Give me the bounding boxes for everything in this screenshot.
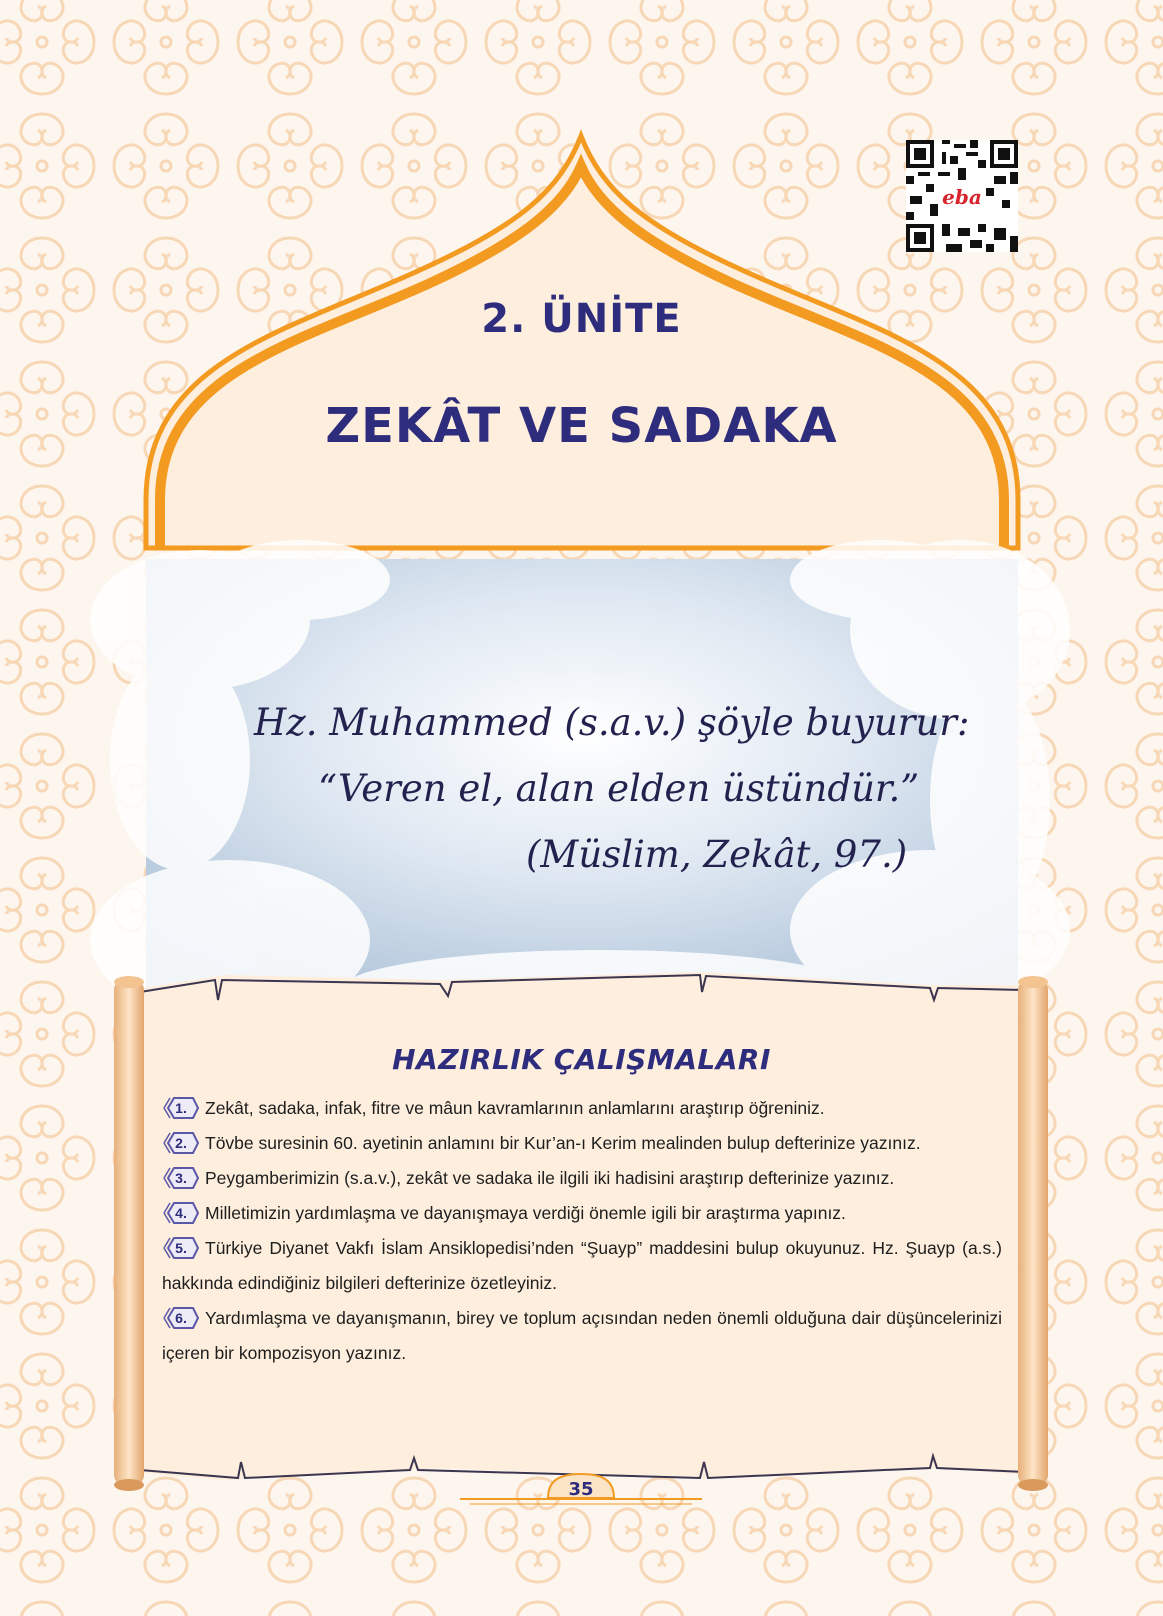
unit-title: ZEKÂT VE SADAKA (325, 398, 838, 454)
quote-line-3: (Müslim, Zekât, 97.) (526, 833, 908, 876)
item-text: Tövbe suresinin 60. ayetinin anlamını bir Kur’an-ı Kerim mealinden bulup defterinize yazınız. (205, 1133, 921, 1153)
page-number: 35 (568, 1479, 594, 1500)
number-badge: 3. (162, 1165, 200, 1191)
list-item (162, 1161, 1002, 1196)
number-badge: 1. (162, 1095, 200, 1121)
preparation-list (162, 1091, 1002, 1371)
eba-logo: eba (938, 186, 986, 208)
number-badge: 2. (162, 1130, 200, 1156)
item-text: Yardımlaşma ve dayanışmanın, birey ve toplum açısından neden önemli olduğuna dair düşüncelerinizi içeren bir kompozisyon yazınız. (162, 1308, 1002, 1363)
quote-line-2: “Veren el, alan elden üstündür.” (318, 767, 920, 810)
quote-line-1: Hz. Muhammed (s.a.v.) şöyle buyurur: (254, 701, 970, 744)
list-item (162, 1091, 1002, 1126)
number-badge: 5. (162, 1235, 200, 1261)
preparation-title: HAZIRLIK ÇALIŞMALARI (392, 1043, 771, 1076)
number-badge: 6. (162, 1305, 200, 1331)
item-text: Peygamberimizin (s.a.v.), zekât ve sadaka ile ilgili iki hadisini araştırıp defterinize yazınız. (205, 1168, 895, 1188)
item-text: Zekât, sadaka, infak, fitre ve mâun kavramlarının anlamlarını araştırıp öğreniniz. (205, 1098, 825, 1118)
list-item (162, 1231, 1002, 1301)
item-text: Milletimizin yardımlaşma ve dayanışmaya verdiği önemle igili bir araştırma yapınız. (205, 1203, 846, 1223)
list-item (162, 1126, 1002, 1161)
unit-number-label: 2. ÜNİTE (481, 296, 682, 342)
item-text: Türkiye Diyanet Vakfı İslam Ansiklopedisi’nden “Şuayp” maddesini bulup okuyunuz. Hz. Şuayp (a.s.) hakkında edindiğiniz bilgileri defterinize özetleyiniz. (162, 1238, 1002, 1293)
list-item (162, 1196, 1002, 1231)
number-badge: 4. (162, 1200, 200, 1226)
dome-panel (146, 136, 1018, 548)
list-item (162, 1301, 1002, 1371)
